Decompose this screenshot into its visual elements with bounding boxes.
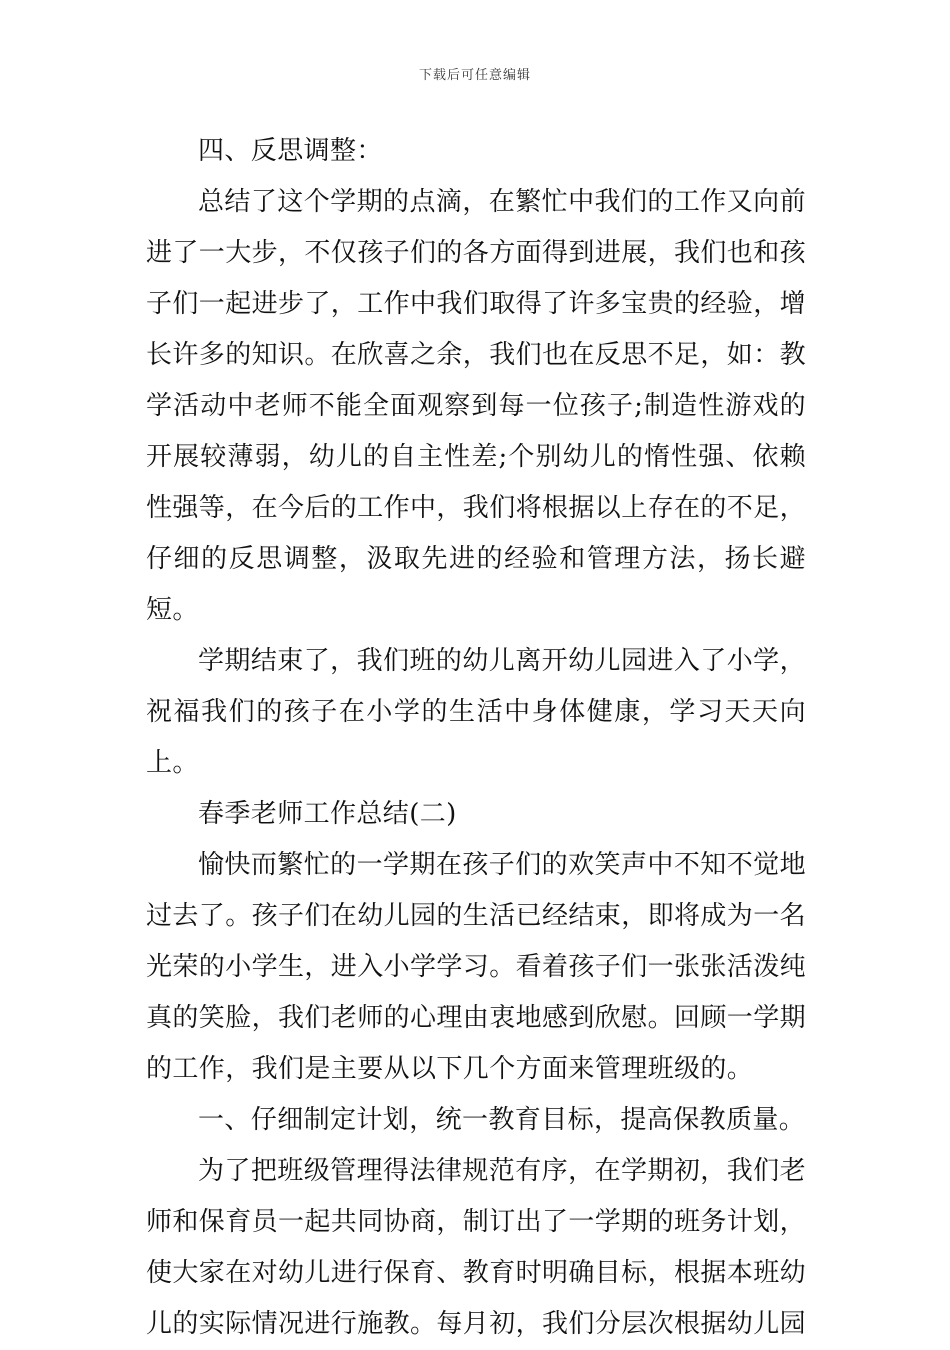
paragraph-plan-details: 为了把班级管理得法律规范有序，在学期初，我们老师和保育员一起共同协商，制订出了一学期的班务计划，使大家在对幼儿进行保育、教育时明确目标，根据本班幼儿的实际情况进行施教。每月初，我们分层次根据幼儿园 bbox=[146, 1156, 807, 1339]
page-header: 下载后可任意编辑 bbox=[418, 68, 531, 83]
document-body bbox=[146, 126, 806, 1350]
paragraph-summary: 总结了这个学期的点滴，在繁忙中我们的工作又向前进了一大步，不仅孩子们的各方面得到进展，我们也和孩子们一起进步了，工作中我们取得了许多宝贵的经验，增长许多的知识。在欣喜之余，我们也在反思不足，如：教学活动中老师不能全面观察到每一位孩子;制造性游戏的开展较薄弱，幼儿的自主性差;个别幼儿的惰性强、依赖性强等，在今后的工作中，我们将根据以上存在的不足，仔细的反思调整，汲取先进的经验和管理方法，扬长避短。 bbox=[146, 187, 807, 625]
paragraph-intro: 愉快而繁忙的一学期在孩子们的欢笑声中不知不觉地过去了。孩子们在幼儿园的生活已经结束，即将成为一名光荣的小学生，进入小学学习。看着孩子们一张张活泼纯真的笑脸，我们老师的心理由衷地感到欣慰。回顾一学期的工作，我们是主要从以下几个方面来管理班级的。 bbox=[146, 850, 807, 1084]
section-heading-reflection: 四、反思调整： bbox=[198, 136, 383, 166]
section-heading-plan: 一、仔细制定计划，统一教育目标，提高保教质量。 bbox=[198, 1105, 806, 1135]
paragraph-semester-end: 学期结束了，我们班的幼儿离开幼儿园进入了小学，祝福我们的孩子在小学的生活中身体健康，学习天天向上。 bbox=[146, 646, 806, 778]
section-title-part-two: 春季老师工作总结(二) bbox=[198, 799, 457, 829]
